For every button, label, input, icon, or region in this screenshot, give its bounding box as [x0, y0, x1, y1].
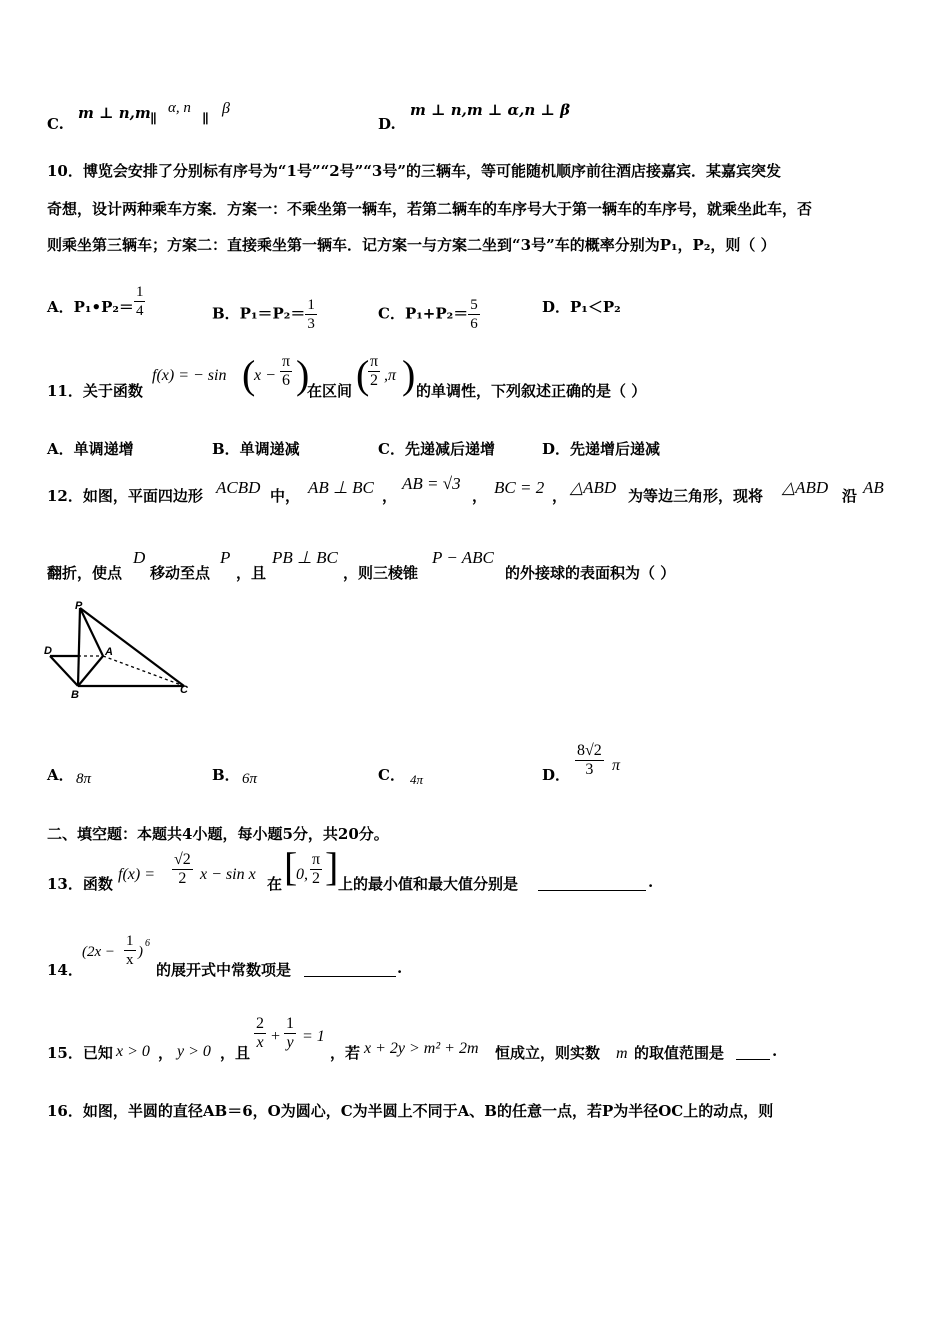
q12-figure — [40, 598, 200, 702]
q9-option-d-label: D. — [378, 115, 396, 133]
q11-prefix: 11．关于函数 — [47, 382, 143, 400]
q12-comma-3: ， — [552, 487, 568, 505]
q13-interval-start: 0, — [296, 866, 308, 883]
edge-pc — [80, 608, 184, 686]
q10-option-b-fraction: $\frac{1}{3}$ — [307, 297, 315, 332]
q12-ab: AB — [863, 478, 884, 497]
edge-ac-dashed — [103, 656, 184, 686]
q11-pi-over-6: $\frac{\pi}{6}$ — [282, 353, 291, 389]
q16-text: 16．如图，半圆的直径AB＝6，O为圆心，C为半圆上不同于A、B的任意一点，若P为半径OC上的动点，则 — [47, 1102, 774, 1120]
q9-option-c-end: β — [222, 100, 230, 117]
q12-l1-a: 12．如图，平面四边形 — [47, 487, 203, 505]
q15-x-gt: x > 0 — [116, 1043, 150, 1060]
q10-line-2: 奇想，设计两种乘车方案．方案一：不乘坐第一辆车，若第二辆车的车序号大于第一辆车的车序号，就乘坐此车，否 — [47, 200, 813, 218]
q12-l2-c: ，且 — [236, 564, 267, 582]
q9-option-c-expr: m ⊥ n,m — [78, 104, 151, 122]
q15-if: ，若 — [330, 1044, 361, 1062]
q10-option-c-fraction: $\frac{5}{6}$ — [470, 297, 478, 332]
q10-line-1: 10．博览会安排了分别标有序号为“1号”“2号”“3号”的三辆车，等可能随机顺序前往酒店接嘉宾．某嘉宾突发 — [47, 162, 781, 180]
label-p: P — [75, 600, 83, 612]
q11-function: f(x) = − sin — [152, 367, 227, 384]
q12-pb-perp-bc: PB ⊥ BC — [272, 548, 338, 567]
q9-option-c-label: C. — [47, 115, 64, 133]
edge-ba — [78, 656, 103, 686]
q11-paren-right: ) — [296, 352, 310, 397]
q14-exponent: 6 — [145, 938, 150, 949]
q12-option-a-label: A． — [47, 766, 74, 784]
q14-expr-a: (2x − — [82, 944, 116, 960]
q15-suffix: 的取值范围是 — [634, 1044, 725, 1062]
q14-prefix: 14． — [47, 961, 83, 979]
q12-option-d-label: D． — [542, 766, 571, 784]
q11-option-c: C．先递减后递增 — [378, 440, 495, 458]
q11-pi-over-2: $\frac{\pi}{2}$ — [370, 353, 379, 389]
q10-option-b-label: B．P₁＝P₂＝ — [212, 304, 306, 323]
q13-end: . — [648, 873, 654, 891]
q11-option-b: B．单调递减 — [212, 440, 300, 458]
q15-y-gt: y > 0 — [177, 1043, 211, 1060]
q15-mid: 恒成立，则实数 — [495, 1044, 601, 1062]
q10-option-c — [378, 296, 480, 333]
q9-option-d-expr: m ⊥ n,m ⊥ α,n ⊥ β — [410, 101, 571, 119]
q12-ab-eq: AB = √3 — [402, 474, 461, 493]
q10-option-a-fraction: $\frac{1}{4}$ — [135, 283, 144, 319]
q15-m: m — [616, 1045, 628, 1062]
q15-answer-blank[interactable] — [736, 1045, 770, 1060]
q13-bracket-left: [ — [284, 844, 298, 889]
q14-expr-b: ) — [138, 944, 143, 960]
q12-acbd: ACBD — [216, 478, 261, 497]
q13-mid: 在 — [267, 875, 283, 893]
q13-sqrt2-over-2: $\frac{√2}{2}$ — [174, 851, 191, 887]
q13-bracket-right: ] — [325, 844, 339, 889]
q15-one-over-y: $\frac{1}{y}$ — [286, 1015, 294, 1051]
section-2-heading: 二、填空题：本题共4小题，每小题5分，共20分。 — [47, 825, 389, 843]
q11-suffix: 的单调性，下列叙述正确的是（ ） — [416, 382, 647, 400]
label-c: C — [180, 684, 188, 696]
q11-inner: x − — [254, 367, 276, 384]
q12-l2-a: 翻折，使点 — [47, 564, 123, 582]
q11-option-d: D．先递增后递减 — [542, 440, 661, 458]
q15-and: ，且 — [220, 1044, 251, 1062]
q12-comma-2: ， — [472, 487, 488, 505]
q11-paren-left: ( — [242, 352, 256, 397]
q12-option-a-value: 8π — [76, 771, 92, 787]
q14-one-over-x: $\frac{1}{x}$ — [126, 933, 134, 968]
q13-rest: x − sin x — [200, 866, 256, 883]
q12-l2-d: ，则三棱锥 — [343, 564, 419, 582]
q9-parallel-1: ∥ — [150, 112, 157, 127]
q10-option-a-label: A．P₁•P₂＝ — [47, 298, 134, 316]
q9-option-c-mid: α, n — [168, 100, 191, 116]
q12-bc-eq: BC = 2 — [494, 478, 545, 497]
q10-option-d: D．P₁＜P₂ — [542, 298, 621, 316]
q14-end: . — [397, 959, 403, 977]
q11-interval-left: ( — [356, 352, 370, 397]
q15-end: . — [772, 1042, 778, 1060]
q12-point-d: D — [133, 548, 146, 567]
q11-interval-right: ) — [402, 352, 416, 397]
edge-pb — [78, 608, 80, 686]
q10-option-a — [47, 283, 145, 320]
q12-option-c-label: C． — [378, 766, 405, 784]
q13-pi-over-2: $\frac{\pi}{2}$ — [312, 851, 321, 887]
q12-ab-perp-bc: AB ⊥ BC — [308, 478, 374, 497]
q12-point-p: P — [220, 548, 231, 567]
q15-comma: ， — [158, 1044, 174, 1062]
q11-option-a: A．单调递增 — [47, 440, 134, 458]
q12-l1-b: 中， — [270, 487, 301, 505]
q15-plus: + — [270, 1028, 281, 1045]
q12-option-b-value: 6π — [242, 771, 258, 787]
q10-option-b — [212, 296, 317, 333]
q12-triangle-abd: △ABD — [570, 478, 617, 497]
q10-line-3: 则乘坐第三辆车；方案二：直接乘坐第一辆车．记方案一与方案二坐到“3号”车的概率分别为P₁，P₂，则（ ） — [47, 236, 776, 254]
q14-answer-blank[interactable] — [304, 962, 396, 977]
q9-parallel-2: ∥ — [202, 112, 209, 127]
q12-p-abc: P − ABC — [432, 548, 494, 567]
label-b: B — [71, 689, 79, 701]
q12-option-d-fraction: $\frac{8√2}{3}$ — [577, 742, 602, 778]
q13-suffix: 上的最小值和最大值分别是 — [338, 875, 519, 893]
q13-answer-blank[interactable] — [538, 876, 646, 891]
q12-l1-d: 沿 — [842, 487, 858, 505]
q12-option-c-value: 4π — [410, 772, 424, 787]
q13-prefix: 13．函数 — [47, 875, 113, 893]
label-a: A — [105, 646, 113, 658]
q11-mid: 在区间 — [307, 382, 353, 400]
q12-option-d-pi: π — [612, 757, 621, 774]
q12-comma-1: ， — [382, 487, 398, 505]
q12-l1-c: 为等边三角形，现将 — [628, 487, 764, 505]
q12-option-b-label: B． — [212, 766, 240, 784]
q11-interval-end: ,π — [384, 367, 397, 384]
edge-db — [50, 656, 78, 686]
q15-two-over-x: $\frac{2}{x}$ — [256, 1015, 264, 1051]
q15-eq-1: = 1 — [302, 1028, 325, 1045]
q14-suffix: 的展开式中常数项是 — [156, 961, 292, 979]
edge-pa — [80, 608, 103, 656]
q15-inequality: x + 2y > m² + 2m — [364, 1040, 479, 1057]
q12-l2-e: 的外接球的表面积为（ ） — [505, 564, 676, 582]
label-d: D — [44, 645, 52, 657]
q15-prefix: 15．已知 — [47, 1044, 113, 1062]
q13-function: f(x) = — [118, 866, 155, 883]
q12-triangle-abd-2: △ABD — [782, 478, 829, 497]
q12-l2-b: 移动至点 — [150, 564, 211, 582]
q10-option-c-label: C．P₁+P₂＝ — [378, 304, 469, 323]
